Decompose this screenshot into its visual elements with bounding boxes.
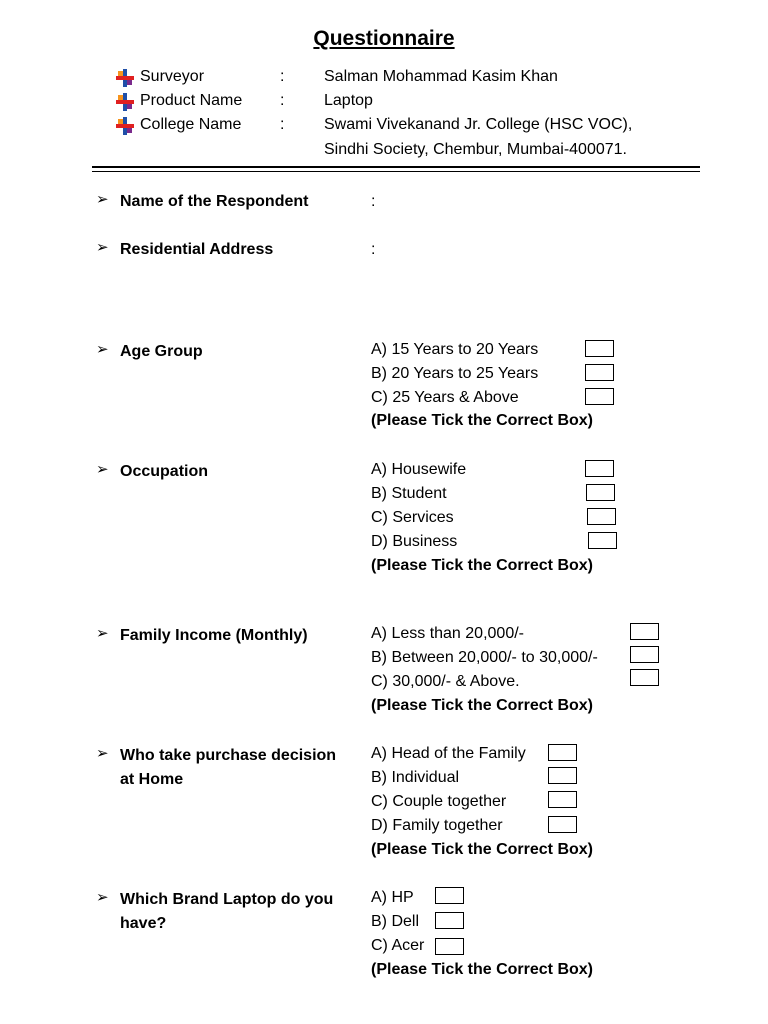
age-option-b-checkbox[interactable] bbox=[585, 364, 614, 381]
decision-option-a-checkbox[interactable] bbox=[548, 744, 577, 761]
age-tick-note: (Please Tick the Correct Box) bbox=[371, 412, 594, 429]
arrow-bullet-icon: ➢ bbox=[96, 239, 109, 256]
college-name-colon: : bbox=[280, 116, 285, 133]
college-name-value-line2: Sindhi Society, Chembur, Mumbai-400071. bbox=[324, 141, 627, 158]
decision-option-d: D) Family together bbox=[371, 817, 503, 834]
arrow-bullet-icon: ➢ bbox=[96, 745, 109, 762]
product-name-value: Laptop bbox=[324, 92, 373, 109]
occupation-option-c: C) Services bbox=[371, 509, 454, 526]
decision-option-d-checkbox[interactable] bbox=[548, 816, 577, 833]
arrow-bullet-icon: ➢ bbox=[96, 625, 109, 642]
address-colon: : bbox=[371, 241, 376, 258]
income-option-b-checkbox[interactable] bbox=[630, 646, 659, 663]
brand-option-c: C) Acer bbox=[371, 937, 425, 954]
decision-option-c-checkbox[interactable] bbox=[548, 791, 577, 808]
pinwheel-bullet-icon bbox=[114, 117, 136, 135]
arrow-bullet-icon: ➢ bbox=[96, 341, 109, 358]
decision-option-a: A) Head of the Family bbox=[371, 745, 526, 762]
respondent-label: Name of the Respondent bbox=[120, 193, 309, 210]
age-option-b: B) 20 Years to 25 Years bbox=[371, 365, 539, 382]
income-option-c: C) 30,000/- & Above. bbox=[371, 673, 520, 690]
income-tick-note: (Please Tick the Correct Box) bbox=[371, 697, 594, 714]
occupation-option-a: A) Housewife bbox=[371, 461, 467, 478]
decision-tick-note: (Please Tick the Correct Box) bbox=[371, 841, 594, 858]
decision-option-b-checkbox[interactable] bbox=[548, 767, 577, 784]
brand-option-c-checkbox[interactable] bbox=[435, 938, 464, 955]
arrow-bullet-icon: ➢ bbox=[96, 461, 109, 478]
age-option-c: C) 25 Years & Above bbox=[371, 389, 519, 406]
decision-option-b: B) Individual bbox=[371, 769, 460, 786]
purchase-decision-label-line2: at Home bbox=[120, 771, 184, 788]
divider-top bbox=[92, 166, 700, 168]
occupation-option-a-checkbox[interactable] bbox=[585, 460, 614, 477]
occupation-tick-note: (Please Tick the Correct Box) bbox=[371, 557, 594, 574]
family-income-label: Family Income (Monthly) bbox=[120, 627, 308, 644]
product-name-label: Product Name bbox=[140, 92, 243, 109]
college-name-label: College Name bbox=[140, 116, 242, 133]
address-label: Residential Address bbox=[120, 241, 274, 258]
brand-option-b-checkbox[interactable] bbox=[435, 912, 464, 929]
decision-option-c: C) Couple together bbox=[371, 793, 507, 810]
occupation-label: Occupation bbox=[120, 463, 209, 480]
college-name-value: Swami Vivekanand Jr. College (HSC VOC), bbox=[324, 116, 633, 133]
laptop-brand-label-line2: have? bbox=[120, 915, 167, 932]
arrow-bullet-icon: ➢ bbox=[96, 889, 109, 906]
income-option-c-checkbox[interactable] bbox=[630, 669, 659, 686]
surveyor-value: Salman Mohammad Kasim Khan bbox=[324, 68, 558, 85]
age-option-c-checkbox[interactable] bbox=[585, 388, 614, 405]
occupation-option-c-checkbox[interactable] bbox=[587, 508, 616, 525]
age-option-a-checkbox[interactable] bbox=[585, 340, 614, 357]
age-group-label: Age Group bbox=[120, 343, 203, 360]
brand-tick-note: (Please Tick the Correct Box) bbox=[371, 961, 594, 978]
income-option-a-checkbox[interactable] bbox=[630, 623, 659, 640]
purchase-decision-label-line1: Who take purchase decision bbox=[120, 747, 337, 764]
pinwheel-bullet-icon bbox=[114, 93, 136, 111]
surveyor-label: Surveyor bbox=[140, 68, 205, 85]
occupation-option-d-checkbox[interactable] bbox=[588, 532, 617, 549]
occupation-option-d: D) Business bbox=[371, 533, 458, 550]
brand-option-b: B) Dell bbox=[371, 913, 420, 930]
brand-option-a: A) HP bbox=[371, 889, 414, 906]
income-option-b: B) Between 20,000/- to 30,000/- bbox=[371, 649, 598, 666]
age-option-a: A) 15 Years to 20 Years bbox=[371, 341, 539, 358]
occupation-option-b: B) Student bbox=[371, 485, 447, 502]
income-option-a: A) Less than 20,000/- bbox=[371, 625, 524, 642]
laptop-brand-label-line1: Which Brand Laptop do you bbox=[120, 891, 334, 908]
brand-option-a-checkbox[interactable] bbox=[435, 887, 464, 904]
arrow-bullet-icon: ➢ bbox=[96, 191, 109, 208]
pinwheel-bullet-icon bbox=[114, 69, 136, 87]
divider-bottom bbox=[92, 171, 700, 172]
respondent-colon: : bbox=[371, 193, 376, 210]
surveyor-colon: : bbox=[280, 68, 285, 85]
product-name-colon: : bbox=[280, 92, 285, 109]
page-title: Questionnaire bbox=[313, 27, 455, 50]
occupation-option-b-checkbox[interactable] bbox=[586, 484, 615, 501]
